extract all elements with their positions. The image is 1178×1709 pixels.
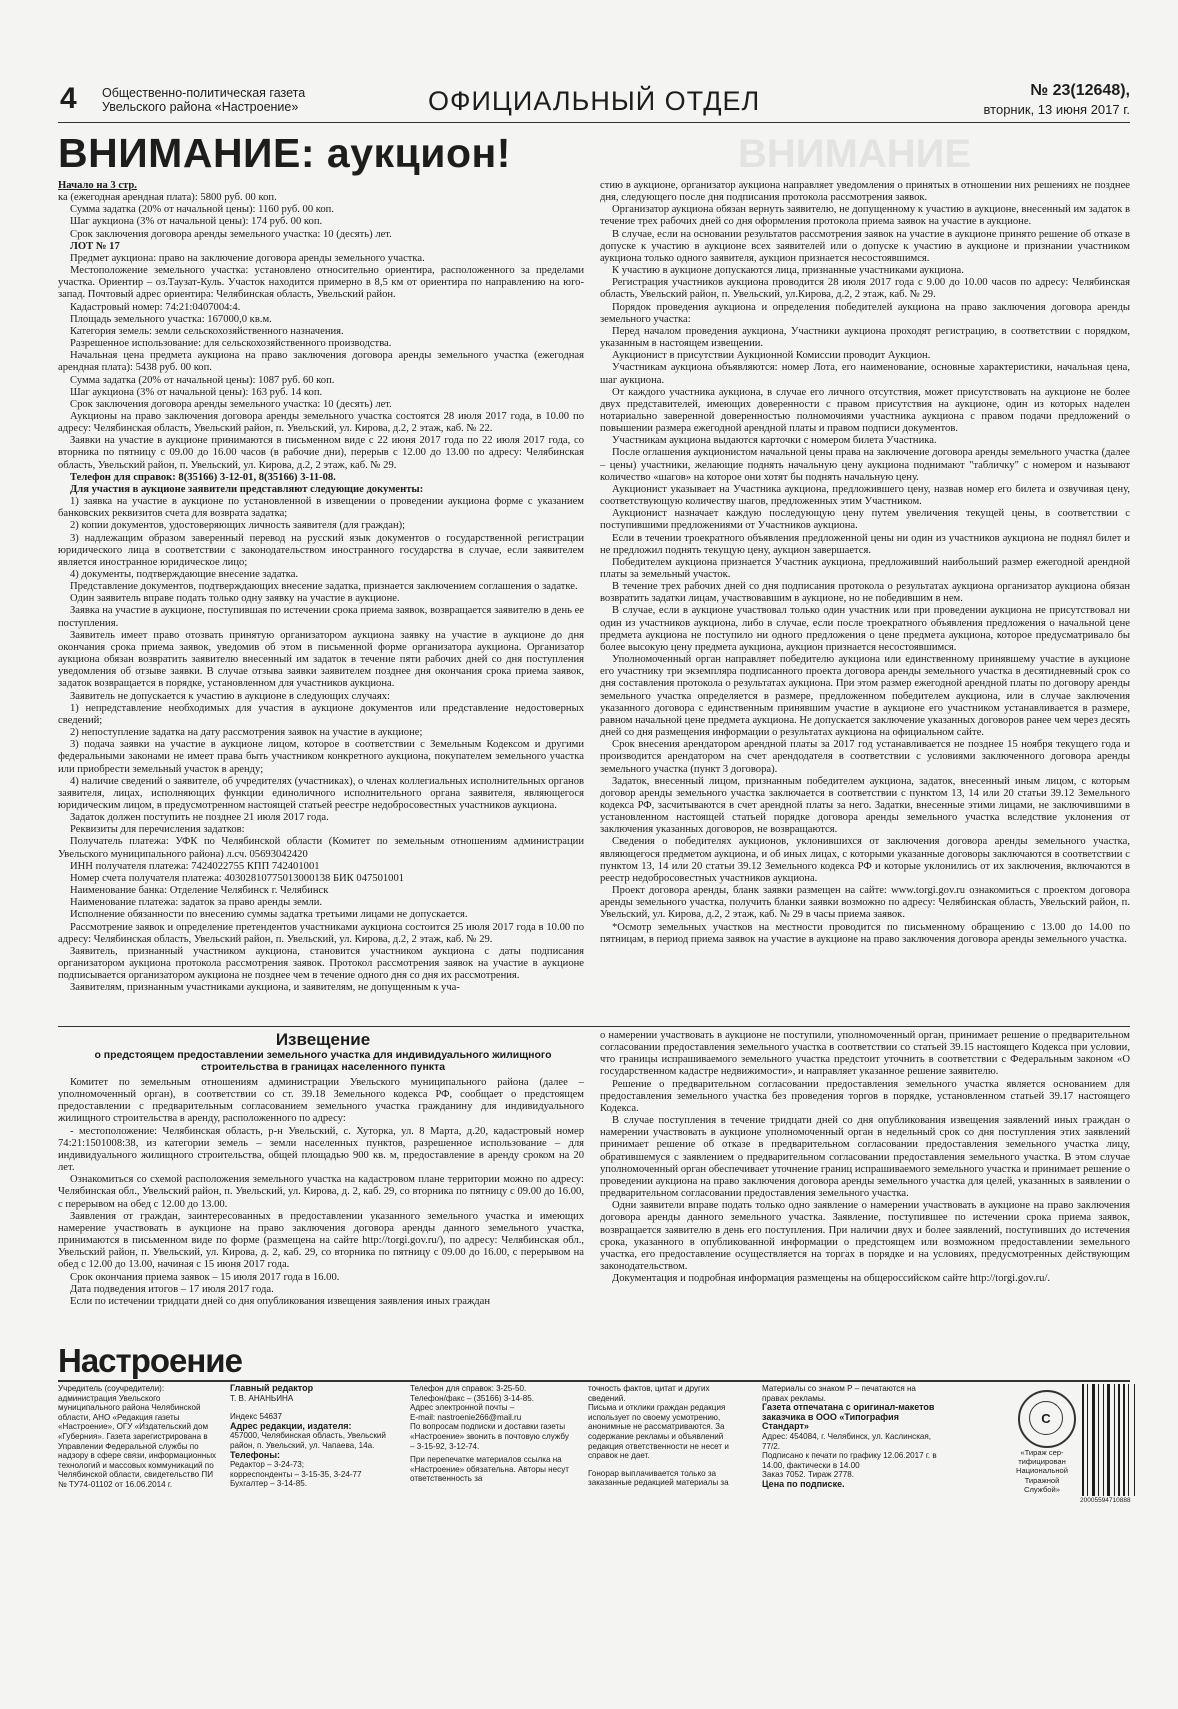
paragraph: 4) документы, подтверждающие внесение задатка.: [70, 569, 299, 580]
paper-name-line1: Общественно-политическая газета: [102, 86, 306, 100]
bleed-through-text: ВНИМАНИЕ: [738, 132, 972, 176]
price-note: Цена по подписке.: [762, 1478, 845, 1489]
paragraph: Реквизиты для перечисления задатков:: [70, 824, 245, 836]
seal-inner-ring: [1029, 1401, 1063, 1435]
phone-correspondents: корреспонденты – 3-15-35, 3-24-77: [230, 1469, 362, 1479]
paragraph: Наименование банка: Отделение Челябинск г. Челябинск: [70, 885, 329, 897]
barcode-bar: [1107, 1384, 1110, 1496]
paragraph: Заявки на участие в аукционе принимаются в письменном виде с 22 июня 2017 года по 22 июля 2017 года, со вторника по пятницу с 09.00 до 16.00 часов (в рабочие дни), перерыв с 12.00 до 13.00 по адресу: Челябинская область, Увельский район, п. Увельский, ул. Кирова, д.2, 2 этаж, каб. № 29.: [58, 435, 584, 471]
masthead-logo: Настроение: [58, 1342, 242, 1379]
paragraph: о намерении участвовать в аукционе не поступили, уполномоченный орган, принимает решение о предварительном согласовании предоставления земельного участка в соответствии со статьей 39.15 настоящего Кодекса при условии, что границы испрашиваемого земельного участка предстоит уточнить в соответствии с Федеральным законом «О государственном кадастре недвижимости», и направляет указанное решение заявителю.: [600, 1030, 1130, 1078]
paragraph: стию в аукционе, организатор аукциона направляет уведомления о принятых в отношении них решениях не позднее дня, следующего после дня подписания протокола рассмотрения заявок.: [600, 180, 1130, 204]
paragraph: Победителем аукциона признается Участник аукциона, предложивший наибольший размер ежегодной арендной платы за земельный участок.: [600, 556, 1130, 580]
paragraph: Один заявитель вправе подать только одну заявку на участие в аукционе.: [70, 593, 400, 605]
paragraph: 3) подача заявки на участие в аукционе лицом, которое в соответствии с Земельным Кодексом и другими федеральными законами не имеет права быть участником конкретного аукциона, покупателем земельного участка или приобрести земельный участок в аренду;: [58, 739, 584, 775]
paragraph: Предмет аукциона: право на заключение договора аренды земельного участка.: [70, 252, 425, 264]
contact-line: По вопросам подписки и доставки газеты «Настроение» звонить в почтовую службу – 3-15-92, 3-12-74.: [410, 1422, 569, 1451]
paragraph: Одни заявители вправе подать только одно заявление о намерении участвовать в аукционе на право заключения договора аренды данного земельного участка. Заявление, поступившее по истечении срока приема заявок, возвращается заявителю в день его поступления. При наличии двух и более заявлений, поступивших до истечения срока, указанного в опубликованной информации о предстоящем или возможном предоставлении земельного участка, его предоставление осуществляется на торгах в порядке и на условиях, предусмотренных действующим законодательством.: [600, 1200, 1130, 1272]
paragraph: Срок заключения договора аренды земельного участка: 10 (десять) лет.: [70, 228, 392, 240]
print-line: Заказ 7052. Тираж 2778.: [762, 1470, 855, 1480]
paragraph: ка (ежегодная арендная плата): 5800 руб. 00 коп.: [58, 192, 277, 204]
notice-subtitle: о предстоящем предоставлении земельного участка для индивидуального жилищного строительства в границах населенного пункта: [94, 1049, 552, 1073]
seal-caption-line: «Тираж сер-: [1020, 1448, 1064, 1457]
paragraph: Начало на 3 стр.: [58, 180, 137, 191]
auction-column-right: [600, 180, 1130, 1024]
paragraph: Наименование платежа: задаток за право аренды земли.: [70, 897, 323, 909]
page-number: 4: [60, 82, 77, 115]
paragraph: Шаг аукциона (3% от начальной цены): 174 руб. 00 коп.: [70, 216, 323, 228]
seal-caption-line: Тиражной: [1024, 1475, 1060, 1485]
masthead-rule: [58, 1380, 1130, 1382]
paragraph: Сумма задатка (20% от начальной цены): 1160 руб. 00 коп.: [70, 204, 335, 216]
paragraph: Аукционист указывает на Участника аукциона, предложившего цену, назвав номер его билета и озвучивая цену, соответствующую количеству шагов, предложенных этим Участником.: [600, 483, 1130, 508]
print-line: Адрес: 454084, г. Челябинск, ул. Каслинская, 77/2.: [762, 1431, 932, 1451]
page-header: [58, 80, 1130, 123]
paragraph: Заявка на участие в аукционе, поступившая по истечении срока приема заявок, возвращается заявителю в день ее поступления.: [58, 605, 584, 629]
paragraph: После оглашения аукционистом начальной цены права на заключение договора аренды земельного участка (далее – цены) участники, желающие поднять начальную цену аукциона поднимают "табличку" с номером и называют количество «шагов» на которое они хотят бы поднять начальную цену.: [600, 447, 1130, 483]
print-line: Подписано к печати по графику 12.06.2017 г. в 14.00, фактически в 14.00: [762, 1451, 937, 1470]
barcode-bar: [1087, 1384, 1088, 1496]
masthead-founders: [58, 1384, 218, 1504]
paragraph: Документация и подробная информация размещены на общероссийском сайте http://torgi.gov.ru/.: [612, 1273, 1051, 1285]
paragraph: Регистрация участников аукциона проводится 28 июля 2017 года с 9.00 до 10.00 часов по адресу: Челябинская область, Увельский район, п. Увельский, ул.Кирова, д.2, 2 этаж, каб. № 29.: [600, 277, 1130, 301]
paragraph: Аукционист в присутствии Аукционной Комиссии проводит Аукцион.: [612, 350, 931, 362]
notice-column-right: [600, 1030, 1130, 1329]
paragraph: Если по истечении тридцати дней со дня опубликования извещения заявления иных граждан: [70, 1295, 491, 1307]
section-divider: [58, 1026, 1130, 1027]
department-title: ОФИЦИАЛЬНЫЙ ОТДЕЛ: [428, 86, 761, 116]
issue-number: № 23(12648),: [1030, 82, 1130, 99]
barcode-bar: [1098, 1384, 1099, 1496]
paragraph: Задаток должен поступить не позднее 21 июля 2017 года.: [70, 812, 329, 824]
paragraph: 2) копии документов, удостоверяющих личность заявителя (для граждан);: [70, 520, 406, 532]
note-line: Гонорар выплачивается только за заказанные редакцией материалы за: [588, 1468, 729, 1488]
paragraph: Представление документов, подтверждающих внесение задатка, признается заключением соглашения о задатке.: [70, 581, 578, 593]
paper-name-line2: Увельского района «Настроение»: [102, 100, 299, 114]
editor-name: Т. В. АНАНЬИНА: [230, 1393, 294, 1403]
barcode-bar: [1134, 1384, 1135, 1496]
contact-line: Адрес электронной почты –: [410, 1403, 515, 1413]
paragraph: 4) наличие сведений о заявителе, об учредителях (участниках), о членах коллегиальных исполнительных органов заявителя, лицах, исполняющих функции единоличного исполнительного органа заявителя, являющегося юридическим лицом, в предусмотренном настоящей статьей реестре недобросовестных участников аукциона.: [58, 775, 584, 811]
circulation-seal-icon: [1018, 1390, 1076, 1448]
paragraph: Заявитель, признанный участником аукциона, становится участником аукциона с даты подписания организатором аукциона протокола рассмотрения заявок. Протокол рассмотрения заявок на участие в аукционе подписывается организатором аукциона не позднее чем в течение одного дня со дня их рассмотрения.: [58, 945, 584, 982]
paragraph: Ознакомиться со схемой расположения земельного участка на кадастровом плане территории можно по адресу: Челябинская обл., Увельский район, п. Увельский, ул. Кирова, д. 2, каб. 29, со вторника по пятницу с 09.00 до 16.00, с перерывом на обед с 12.00 до 13.00.: [58, 1174, 584, 1210]
masthead-contacts: [410, 1384, 570, 1504]
seal-caption: [1004, 1448, 1080, 1494]
paragraph: 2) непоступление задатка на дату рассмотрения заявок на участие в аукционе;: [70, 727, 423, 739]
paragraph: Сумма задатка (20% от начальной цены): 1087 руб. 60 коп.: [70, 374, 335, 386]
paragraph: Участникам аукциона объявляются: номер Лота, его наименование, основные характеристики, начальная цена, шаг аукциона.: [600, 362, 1130, 386]
paragraph: Шаг аукциона (3% от начальной цены): 163 руб. 14 коп.: [70, 386, 323, 398]
barcode-number: 20005594710888: [1080, 1497, 1131, 1504]
index: Индекс 54637: [230, 1412, 282, 1422]
paragraph: Участникам аукциона выдаются карточки с номером билета Участника.: [612, 435, 937, 447]
paragraph: Проект договора аренды, бланк заявки размещен на сайте: www.torgi.gov.ru ознакомиться с проектом договора аренды земельного участка, получить бланки заявки возможно по адресу: Челябинская область, Увельский район, п. Увельский, ул. Кирова, д.2, 2 этаж, каб. № 29 в часы приема заявок.: [600, 885, 1130, 921]
paragraph: Сведения о победителях аукционов, уклонившихся от заключения договора аренды земельного участка, являющегося предметом аукциона, и об иных лицах, с которыми указанные договоры заключаются в соответствии с пунктом 13, 14 или 20 статьи 39.12 Земельного кодекса РФ и которые уклонились от их заключения, включаются в реестр недобросовестных участников аукциона.: [600, 836, 1130, 884]
auction-column-left: [58, 180, 584, 1024]
paragraph: От каждого участника аукциона, в случае его личного отсутствия, может присутствовать на аукционе не более двух представителей, имеющих доверенности с правом присутствия на аукционе, один из которых наделен нотариально заверенной доверенностью полномочиями участника аукциона с правом подачи предложений о повышении размера ежегодной арендной платы и правом подписи документов.: [600, 386, 1130, 435]
paragraph: В случае поступления в течение тридцати дней со дня опубликования извещения заявлений иных граждан о намерении участвовать в аукционе уполномоченный орган в недельный срок со дня поступления этих заявлений принимает решение об отказе в предварительном согласовании предоставления земельного участка лицу, обратившемуся с заявлением о предварительном согласовании предоставления земельного участка. В этом случае уполномоченный орган обеспечивает уточнение границ испрашиваемого земельного участка и принимает решение о проведении аукциона на право заключения договора аренды земельного участка для целей, указанных в заявлении о предварительном согласовании предоставления земельного участка.: [600, 1115, 1130, 1200]
editor-label: Главный редактор: [230, 1384, 314, 1393]
paragraph: В случае, если на основании результатов рассмотрения заявок на участие в аукционе принято решение об отказе в допуске к участию в аукционе всех заявителей или о допуске к участию в аукционе и признании участником аукциона только одного заявителя, аукцион признается несостоявшимся.: [600, 228, 1130, 264]
paragraph: Рассмотрение заявок и определение претендентов участниками аукциона состоится 25 июля 2017 года в 10.00 по адресу: Челябинская область, Увельский район, п. Увельский, ул. Кирова, д.2, 2 этаж, каб. № 29.: [58, 921, 584, 945]
seal-letter: С: [1041, 1411, 1051, 1426]
paragraph: 3) надлежащим образом заверенный перевод на русский язык документов о государственной регистрации юридического лица в соответствии с законодательством иностранного государства в случае, если заявителем является иностранное юридическое лицо;: [58, 532, 584, 568]
paper-name: [102, 86, 362, 114]
founders-text: Учредитель (соучредители): администрация Увельского муниципального района Челябинской области, АНО «Редакция газеты «Настроение», ОГУ «Издательский дом «Губерния». Газета зарегистрирована в Управлении Федеральной службы по надзору в сфере связи, информационных технологий и массовых коммуникаций по Челябинской области, свидетельство ПИ № ТУ74-01102 от 16.06.2014 г.: [58, 1384, 217, 1489]
paragraph: 1) заявка на участие в аукционе по установленной в извещении о проведении аукциона форме с указанием банковских реквизитов счета для возврата задатка;: [58, 496, 584, 520]
paragraph: Заявитель не допускается к участию в аукционе в следующих случаях:: [70, 690, 391, 702]
paragraph: Получатель платежа: УФК по Челябинской области (Комитет по земельным отношениям администрации Увельского муниципального района) л.сч. 05693042420: [58, 836, 584, 860]
paragraph: Порядок проведения аукциона и определения победителей аукциона на право заключения договора аренды земельного участка:: [600, 301, 1130, 325]
paragraph: ИНН получателя платежа: 7424022755 КПП 742401001: [70, 860, 320, 872]
barcode-bar: [1118, 1384, 1120, 1496]
phone-editor: Редактор – 3-24-73;: [230, 1460, 304, 1470]
contact-line: Телефон/факс – (35166) 3-14-85.: [410, 1393, 534, 1403]
paragraph: Задаток, внесенный лицом, признанным победителем аукциона, задаток, внесенный иным лицом, с которым договор аренды земельного участка заключается в соответствии с пунктом 13, 14 или 20 статьи 39.12 Земельного кодекса РФ, засчитываются в счет арендной платы за него. Задатки, внесенные этими лицами, не заключившими в установленном настоящей статьей порядке договора аренды земельного участка вследствие уклонения от заключения указанных договоров, не возвращаются.: [600, 775, 1130, 836]
paragraph: Категория земель: земли сельскохозяйственного назначения.: [70, 325, 344, 337]
headline: ВНИМАНИЕ: аукцион!: [58, 130, 511, 176]
paragraph: *Осмотр земельных участков на местности проводится по письменному обращению с 13.00 до 14.00 по пятницам, в период приема заявок на участие в аукционе на право заключения договора аренды земельного участка.: [600, 921, 1130, 945]
address: 457000, Челябинская область, Увельский район, п. Увельский, ул. Чапаева, 14а.: [230, 1431, 386, 1450]
seal-caption-line: Службой»: [1023, 1484, 1060, 1494]
printer: Газета отпечатана с оригинал-макетов заказчика в ООО «Типография Стандарт»: [762, 1402, 935, 1432]
paragraph: Комитет по земельным отношениям администрации Увельского муниципального района (далее – уполномоченный орган), в соответствии со ст. 39.18 Земельного кодекса РФ, сообщает о предстоящем предоставлении с предварительным согласованием земельного участка гражданину для индивидуального жилищного строительства в аренду, расположенного по адресу:: [58, 1077, 584, 1125]
barcode-bar: [1128, 1384, 1129, 1496]
paragraph: К участию в аукционе допускаются лица, признанные участниками аукциона.: [612, 265, 964, 277]
issue-date: вторник, 13 июня 2017 г.: [983, 102, 1130, 117]
contact-line: E-mail: nastroenie266@mail.ru: [410, 1412, 522, 1422]
paragraph: Срок внесения арендатором арендной платы за 2017 год устанавливается не позднее 15 ноября текущего года и производится арендатором на счет арендодателя в соответствии с условиями заключенного договора аренды земельного участка (пункт 3 договора).: [600, 739, 1130, 775]
masthead-notes: [588, 1384, 748, 1504]
barcode-bar: [1123, 1384, 1125, 1496]
paragraph: Начальная цена предмета аукциона на право заключения договора аренды земельного участка (ежегодная арендная плата): 5438 руб. 00 коп.: [58, 350, 584, 374]
paragraph: Заявитель имеет право отозвать принятую организатором аукциона заявку на участие в аукционе до дня окончания срока приема заявок, уведомив об этом в письменной форме организатора аукциона. Организатор аукциона обязан возвратить заявителю внесенный им задаток в течение пяти рабочих дней со дня поступления уведомления об отзыве заявки. В случае отзыва заявки заявителем позднее дня окончания срока приема заявок, задаток возвращается в порядке, установленном для участников аукциона.: [58, 629, 584, 690]
paragraph: Срок окончания приема заявок – 15 июля 2017 года в 16.00.: [70, 1271, 340, 1283]
barcode-bar: [1082, 1384, 1084, 1496]
paragraph: Номер счета получателя платежа: 40302810775013000138 БИК 047501001: [70, 872, 405, 884]
paragraph: Аукционист назначает каждую последующую цену путем увеличения текущей цены, в соответствии с поступившими предложениями от Участников аукциона.: [600, 508, 1130, 532]
phone-accounting: Бухгалтер – 3-14-85.: [230, 1479, 307, 1489]
paragraph: Организатор аукциона обязан вернуть заявителю, не допущенному к участию в аукционе, внесенный им задаток в течение трех рабочих дней со дня оформления протокола приема заявок на участие в аукционе.: [600, 204, 1130, 228]
paragraph: Кадастровый номер: 74:21:0407004:4.: [70, 301, 241, 313]
paragraph: Площадь земельного участка: 167000,0 кв.м.: [70, 313, 272, 325]
paragraph: Решение о предварительном согласовании предоставления земельного участка является основанием для предоставления земельного участка без проведения торгов в порядке, установленном статьей 39.17 настоящего Кодекса.: [600, 1078, 1130, 1114]
notice-column-left: [58, 1077, 584, 1329]
paragraph: Перед началом проведения аукциона, Участники аукциона проходят регистрацию, в соответствии с порядком, указанным в настоящем извещении.: [600, 325, 1130, 350]
barcode-icon: [1080, 1384, 1131, 1506]
notice-title: Извещение: [275, 1030, 371, 1049]
contact-line: Телефон для справок: 3-25-50.: [410, 1384, 527, 1393]
newspaper-page: [58, 80, 1130, 1680]
paragraph: Для участия в аукционе заявители представляют следующие документы:: [70, 483, 424, 495]
barcode-bar: [1114, 1384, 1115, 1496]
paragraph: Разрешенное использование: для сельскохозяйственного производства.: [70, 338, 392, 350]
paragraph: Уполномоченный орган направляет победителю аукциона или единственному принявшему участие в аукционе его участнику три экземпляра подписанного проекта договора аренды земельного участка в десятидневный срок со дня составления протокола о результатах аукциона. При этом размер ежегодной арендной платы по договору аренды земельного участка определяется в размере, предложенном победителем аукциона, или в случае заключения указанного договора с единственным принявшим участие в аукционе его участником устанавливается в размере, равном начальной цене предмета аукциона. Не допускается заключение указанных договоров ранее чем через десять дней со дня размещения информации о результатах аукциона на официальном сайте.: [600, 654, 1130, 739]
paragraph: Местоположение земельного участка: установлено относительно ориентира, расположенного за пределами участка. Ориентир – оз.Таузат-Куль. Участок находится примерно в 8,5 км от ориентира по направлению на юго-запад. Почтовый адрес ориентира: Челябинская область, Увельский район.: [58, 265, 584, 301]
barcode-bar: [1103, 1384, 1104, 1496]
paragraph: В случае, если в аукционе участвовал только один участник или при проведении аукциона не присутствовал ни один из участников аукциона, либо в случае, если после троекратного объявления предложения о начальной цене предмета аукциона не поступило ни одного предложения о цене предмета аукциона, которое предусматривало бы более высокую цену предмета аукциона, аукцион признается несостоявшимся.: [600, 605, 1130, 653]
paragraph: Дата подведения итогов – 17 июля 2017 года.: [70, 1283, 274, 1295]
paragraph: Если в течении троекратного объявления предложенной цены ни один из участников аукциона не поднял билет и не предложил поднять текущую цену, аукцион завершается.: [600, 532, 1130, 556]
note-line: точность фактов, цитат и других сведений.: [588, 1384, 710, 1403]
paragraph: Аукционы на право заключения договора аренды земельного участка состоятся 28 июля 2017 года, в 10.00 по адресу: Челябинская область, Увельский район, п. Увельский, ул. Кирова, д.2, 2 этаж, каб. № 22.: [58, 410, 584, 435]
paragraph: Срок заключения договора аренды земельного участка: 10 (десять) лет.: [70, 398, 392, 410]
address-label: Адрес редакции, издателя:: [230, 1420, 352, 1431]
paragraph: ЛОТ № 17: [70, 240, 120, 252]
note-line: Письма и отклики граждан редакция использует по своему усмотрению, анонимные не рассматриваются. За содержание рекламы и объявлений редакция ответственности не несет и справок не дает.: [588, 1403, 729, 1461]
paragraph: Исполнение обязанности по внесению суммы задатка третьими лицами не допускается.: [70, 909, 468, 921]
seal-caption-line: Национальной: [1016, 1466, 1068, 1476]
paragraph: Телефон для справок: 8(35166) 3-12-01, 8(35166) 3-11-08.: [70, 471, 336, 483]
paragraph: В течение трех рабочих дней со дня подписания протокола о результатах аукциона организатор аукциона обязан возвратить задатки лицам, участвовавшим в аукционе, но не победившим в нем.: [600, 581, 1130, 605]
phones-label: Телефоны:: [230, 1449, 281, 1460]
paragraph: Заявителям, признанным участниками аукциона, и заявителям, не допущенным к уча-: [70, 982, 460, 994]
barcode-bar: [1092, 1384, 1095, 1496]
ad-note: Материалы со знаком Р – печатаются на правах рекламы.: [762, 1384, 916, 1403]
masthead-print: [762, 1384, 940, 1504]
paragraph: Заявления от граждан, заинтересованных в предоставлении указанного земельного участка и имеющих намерение участвовать в аукционе на право заключения договора аренды данного земельного участка, принимаются в письменном виде по форме (размещена на сайте http://torgi.gov.ru/), по адресу: Челябинская обл., Увельский район, п. Увельский, ул. Кирова, д. 2, каб. 29, со вторника по пятницу с 09.00 до 16.00, с перерывом на обед с 12.00 до 13.00, начиная с 15 июня 2017 года.: [58, 1210, 584, 1271]
paragraph: 1) непредставление необходимых для участия в аукционе документов или представление недостоверных сведений;: [58, 702, 584, 726]
masthead-editor: [230, 1384, 398, 1504]
contact-line: При перепечатке материалов ссылка на «Настроение» обязательна. Авторы несут ответственность за: [410, 1455, 569, 1484]
paragraph: - местоположение: Челябинская область, р-н Увельский, с. Хуторка, ул. 8 Марта, д.20, кадастровый номер 74:21:1501008:38, из категории земель – земли населенных пунктов, разрешенное использование – для индивидуального жилищного строительства, общей площадью 900 кв. м, предоставление в аренду сроком на 20 лет.: [58, 1125, 584, 1174]
seal-caption-line: тифицирован: [1018, 1457, 1066, 1467]
